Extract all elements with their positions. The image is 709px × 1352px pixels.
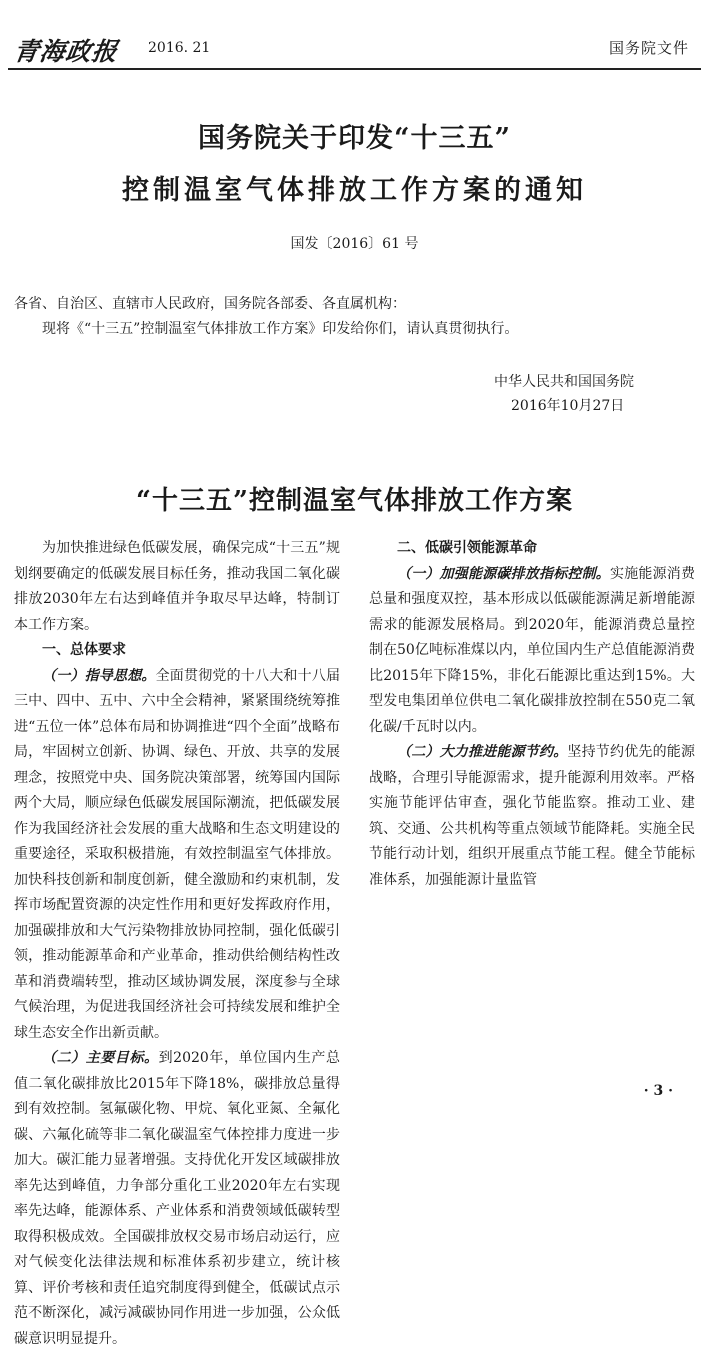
paragraph-main-goals	[14, 1046, 340, 1352]
header-divider	[8, 68, 701, 70]
right-column	[369, 536, 695, 893]
paragraph-lead: （二）大力推进能源节约。	[397, 744, 568, 760]
paragraph-text: 坚持节约优先的能源战略，合理引导能源需求，提升能源利用效率。严格实施节能评估审查，强化节能监察。推动工业、建筑、交通、公共机构等重点领域节能降耗。实施全民节能行动计划，组织开展重点节能工程。健全节能标准体系，加强能源计量监管	[369, 744, 696, 888]
paragraph-energy-saving	[369, 740, 695, 893]
paragraph-lead: （一）指导思想。	[42, 667, 156, 684]
paragraph-lead: （一）加强能源碳排放指标控制。	[397, 565, 610, 582]
issue-date: 2016年10月27日	[511, 398, 625, 414]
notice-recipients: 各省、自治区、直辖市人民政府，国务院各部委、各直属机构：	[14, 296, 406, 312]
paragraph-text: 实施能源消费总量和强度双控，基本形成以低碳能源满足新增能源需求的能源发展格局。到2020年，能源消费总量控制在50亿吨标准煤以内，单位国内生产总值能源消费比2015年下降15%，非化石能源比重达到15%。大型发电集团单位供电二氧化碳排放控制在550克二氧化碳/千瓦时以内。	[369, 565, 695, 735]
left-column	[14, 536, 340, 1352]
paragraph-energy-control	[369, 562, 695, 741]
section-heading-energy: 二、低碳引领能源革命	[397, 540, 537, 556]
notice-title-line2: 控制温室气体排放工作方案的通知	[122, 175, 587, 206]
issue-number: 2016. 21	[148, 40, 211, 56]
page-number: · 3 ·	[643, 1083, 673, 1099]
plan-title: “十三五”控制温室气体排放工作方案	[136, 486, 573, 516]
issuer-name: 中华人民共和国国务院	[494, 374, 634, 390]
journal-header	[11, 32, 695, 66]
paragraph-text: 全面贯彻党的十八大和十八届三中、四中、五中、六中全会精神，紧紧围绕统筹推进“五位一体”总体布局和协调推进“四个全面”战略布局，牢固树立创新、协调、绿色、开放、共享的发展理念，按照党中央、国务院决策部署，统筹国内国际两个大局，顺应绿色低碳发展国际潮流，把低碳发展作为我国经济社会发展的重大战略和生态文明建设的重要途径，采取积极措施，有效控制温室气体排放。加快科技创新和制度创新，健全激励和约束机制，发挥市场配置资源的决定性作用和更好发挥政府作用，加强碳排放和大气污染物排放协同控制，强化低碳引领，推动能源革命和产业革命，推动供给侧结构性改革和消费端转型，推动区域协调发展，深度参与全球气候治理，为促进我国经济社会可持续发展和维护全球生态安全作出新贡献。	[14, 667, 341, 1041]
paragraph-lead: （二）主要目标。	[42, 1050, 159, 1066]
plan-intro: 为加快推进绿色低碳发展，确保完成“十三五”规划纲要确定的低碳发展目标任务，推动我国二氧化碳排放2030年左右达到峰值并争取尽早达峰，特制订本工作方案。	[14, 540, 340, 633]
document-number: 国发〔2016〕61 号	[290, 236, 419, 252]
section-heading-general: 一、总体要求	[42, 642, 126, 658]
paragraph-text: 到2020年，单位国内生产总值二氧化碳排放比2015年下降18%，碳排放总量得到有效控制。氢氟碳化物、甲烷、氧化亚氮、全氟化碳、六氟化硫等非二氧化碳温室气体控排力度进一步加大。碳汇能力显著增强。支持优化开发区域碳排放率先达到峰值，力争部分重化工业2020年左右实现率先达峰，能源体系、产业体系和消费领域低碳转型取得积极成效。全国碳排放权交易市场启动运行，应对气候变化法律法规和标准体系初步建立，统计核算、评价考核和责任追究制度得到健全，低碳试点示范不断深化，减污减碳协同作用进一步加强，公众低碳意识明显提升。	[14, 1050, 340, 1347]
paragraph-guiding-ideology	[14, 664, 340, 1047]
section-label: 国务院文件	[608, 39, 689, 57]
notice-body: 现将《“十三五”控制温室气体排放工作方案》印发给你们，请认真贯彻执行。	[42, 321, 519, 337]
notice-title-line1: 国务院关于印发“十三五”	[197, 123, 512, 154]
journal-logo: 青海政报	[11, 37, 120, 66]
